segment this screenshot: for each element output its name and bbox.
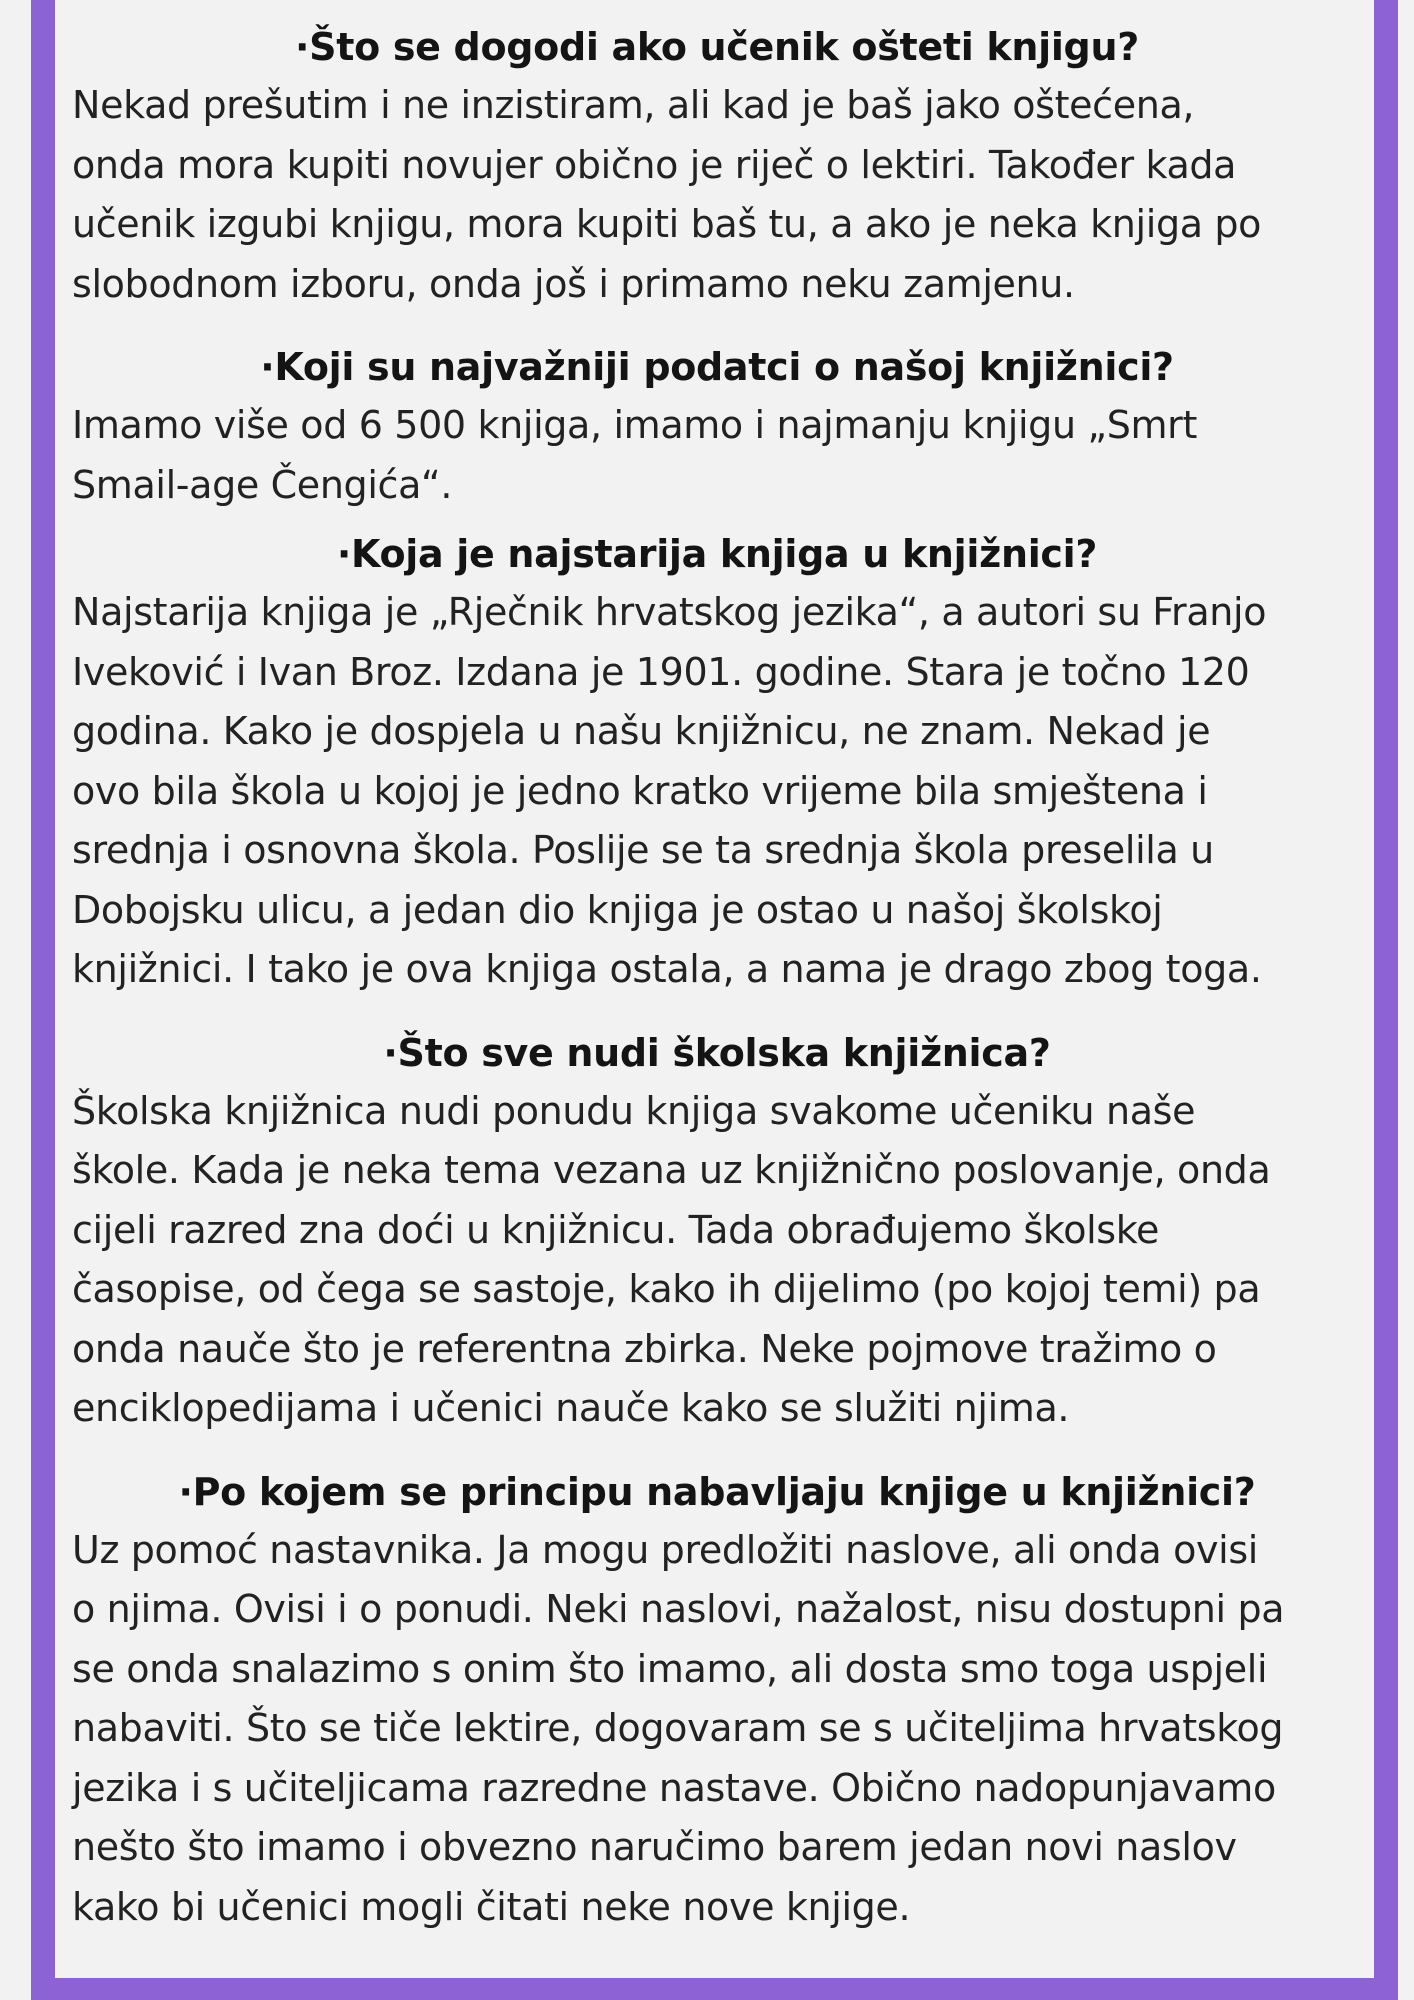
section-oldest-book bbox=[72, 525, 1362, 1000]
answer-line: godina. Kako je dospjela u našu knjižnicu, ne znam. Nekad je bbox=[72, 709, 1211, 753]
answer-line: onda nauče što je referentna zbirka. Neke pojmove tražimo o bbox=[72, 1326, 1217, 1371]
answer-line: nešto što imamo i obvezno naručimo barem jedan novi naslov bbox=[72, 1825, 1237, 1869]
answer-line: Uz pomoć nastavnika. Ja mogu predložiti naslove, ali onda ovisi bbox=[72, 1527, 1258, 1572]
question-heading: ·Koji su najvažniji podatci o našoj knjižnici? bbox=[260, 345, 1174, 389]
answer-line: učenik izgubi knjigu, mora kupiti baš tu, a ako je neka knjiga po bbox=[72, 202, 1262, 246]
question-heading: ·Po kojem se principu nabavljaju knjige u knjižnici? bbox=[178, 1469, 1256, 1514]
interview-content bbox=[72, 18, 1362, 1937]
section-acquisition-principle bbox=[72, 1463, 1362, 1938]
answer-line: Imamo više od 6 500 knjiga, imamo i najmanju knjigu „Smrt bbox=[72, 403, 1198, 447]
section-library-offer bbox=[72, 1024, 1362, 1439]
answer-line: Dobojsku ulicu, a jedan dio knjiga je ostao u našoj školskoj bbox=[72, 887, 1163, 932]
frame-right-border bbox=[1374, 0, 1398, 2000]
answer-line: se onda snalazimo s onim što imamo, ali dosta smo toga uspjeli bbox=[72, 1646, 1268, 1691]
answer-line: škole. Kada je neka tema vezana uz knjižnično poslovanje, onda bbox=[72, 1148, 1271, 1192]
answer-line: Smail-age Čengića“. bbox=[72, 462, 453, 507]
answer-line: srednja i osnovna škola. Poslije se ta srednja škola preselila u bbox=[72, 828, 1214, 872]
answer-line: cijeli razred zna doći u knjižnicu. Tada obrađujemo školske bbox=[72, 1207, 1160, 1252]
question-heading: ·Koja je najstarija knjiga u knjižnici? bbox=[336, 532, 1098, 576]
answer-line: onda mora kupiti novujer obično je riječ o lektiri. Također kada bbox=[72, 142, 1237, 187]
answer-line: Školska knjižnica nudi ponudu knjiga svakome učeniku naše bbox=[72, 1088, 1196, 1133]
answer-line: Najstarija knjiga je „Rječnik hrvatskog jezika“, a autori su Franjo bbox=[72, 590, 1267, 634]
answer-line: slobodnom izboru, onda još i primamo neku zamjenu. bbox=[72, 261, 1075, 306]
answer-line: Iveković i Ivan Broz. Izdana je 1901. godine. Stara je točno 120 bbox=[72, 649, 1250, 694]
answer-line: jezika i s učiteljicama razredne nastave. Obično nadopunjavamo bbox=[72, 1765, 1276, 1810]
answer-line: ovo bila škola u kojoj je jedno kratko vrijeme bila smještena i bbox=[72, 768, 1208, 813]
question-heading: ·Što sve nudi školska knjižnica? bbox=[383, 1030, 1051, 1075]
answer-line: kako bi učenici mogli čitati neke nove knjige. bbox=[72, 1884, 911, 1929]
question-heading: ·Što se dogodi ako učenik ošteti knjigu? bbox=[295, 25, 1139, 69]
section-damaged-book bbox=[72, 18, 1362, 314]
frame-left-border bbox=[31, 0, 55, 2000]
answer-line: nabaviti. Što se tiče lektire, dogovaram se s učiteljima hrvatskog bbox=[72, 1706, 1284, 1750]
frame-bottom-border bbox=[31, 1978, 1398, 2000]
section-library-facts bbox=[72, 338, 1362, 515]
answer-line: časopise, od čega se sastoje, kako ih dijelimo (po kojoj temi) pa bbox=[72, 1267, 1261, 1311]
answer-line: Nekad prešutim i ne inzistiram, ali kad je baš jako oštećena, bbox=[72, 83, 1195, 127]
answer-line: enciklopedijama i učenici nauče kako se služiti njima. bbox=[72, 1386, 1070, 1430]
answer-line: o njima. Ovisi i o ponudi. Neki naslovi, nažalost, nisu dostupni pa bbox=[72, 1587, 1285, 1631]
answer-line: knjižnici. I tako je ova knjiga ostala, a nama je drago zbog toga. bbox=[72, 947, 1262, 991]
